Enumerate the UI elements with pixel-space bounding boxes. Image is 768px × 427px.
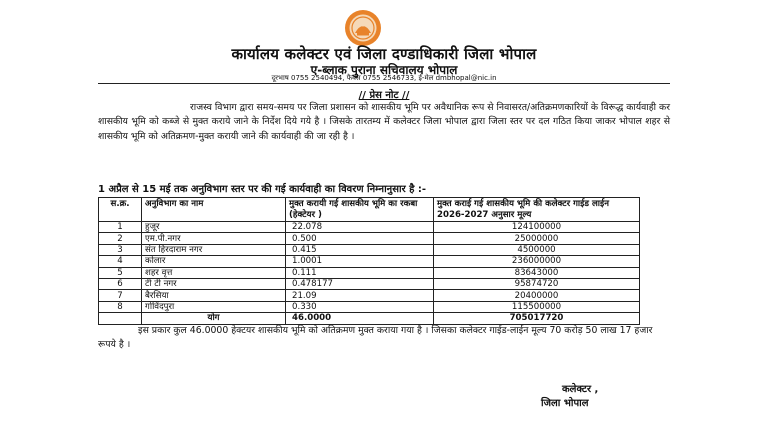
table-lead-text: 1 अप्रैल से 15 मई तक अनुविभाग स्तर पर की गई कार्यवाही का विवरण निम्नानुसार है :- [98, 184, 427, 195]
signature-district: जिला भोपाल [541, 398, 589, 409]
cell-area: 0.415 [286, 244, 434, 255]
cell-total-area: 46.0000 [286, 313, 434, 324]
closing-paragraph [98, 324, 670, 352]
table-header-row [99, 198, 640, 222]
cell-sno: 1 [99, 222, 142, 233]
header-subdivision: अनुविभाग का नाम [142, 198, 286, 222]
cell-total-label: योग [142, 313, 286, 324]
press-note-heading: // प्रेस नोट // [358, 90, 410, 101]
cell-sno: 2 [99, 233, 142, 244]
intro-paragraph [98, 101, 670, 144]
cell-sno: 8 [99, 301, 142, 312]
cell-sno: 3 [99, 244, 142, 255]
closing-text: इस प्रकार कुल 46.0000 हेक्टयर शासकीय भूमि को अतिक्रमण मुक्त कराया गया है । जिसका कलेक्टर गाईड-लाईन मूल्य 70 करोड़ 50 लाख 17 हजार रूपये है । [98, 325, 653, 350]
header-serial: स.क्र. [99, 198, 142, 222]
cell-sno: 5 [99, 267, 142, 278]
cell-area: 0.111 [286, 267, 434, 278]
table-row [99, 244, 640, 255]
table-row [99, 290, 640, 301]
table-row [99, 278, 640, 289]
cell-value: 25000000 [434, 233, 640, 244]
cell-area: 21.09 [286, 290, 434, 301]
table-row [99, 233, 640, 244]
cell-area: 0.478177 [286, 278, 434, 289]
contact-line: दूरभाष 0755 2540494, फैक्स 0755 2546733, ई-मेल dmbhopal@nic.in [271, 74, 497, 82]
cell-sno: 7 [99, 290, 142, 301]
cell-name: एम.पी.नगर [142, 233, 286, 244]
table-row [99, 267, 640, 278]
cell-sno: 4 [99, 256, 142, 267]
cell-value: 95874720 [434, 278, 640, 289]
intro-text: राजस्व विभाग द्वारा समय-समय पर जिला प्रशासन को शासकीय भूमि पर अवैधानिक रूप से निवासरत/अतिक्रमणकारियों के विरूद्ध कार्यवाही कर शासकीय भूमि को कब्जे से मुक्त कराये जाने के निर्देश दिये गये है । जिसके तारतम्य में कलेक्टर जिला भोपाल द्वारा जिला स्तर पर दल गठित किया जाकर भोपाल शहर से शासकीय भूमि को अतिक्रमण-मुक्त करायी जाने की कार्यवाही की जा रही है । [98, 102, 670, 142]
cell-value: 236000000 [434, 256, 640, 267]
cell-name: संत हिरदाराम नगर [142, 244, 286, 255]
header-area: मुक्त करायी गई शासकीय भूमि का रकबा (हेक्टेयर ) [286, 198, 434, 222]
cell-name: टी टी नगर [142, 278, 286, 289]
table-row [99, 256, 640, 267]
table-row [99, 222, 640, 233]
cell-value: 20400000 [434, 290, 640, 301]
mp-government-emblem [341, 8, 385, 48]
cell-area: 22.078 [286, 222, 434, 233]
cell-empty [99, 313, 142, 324]
cell-value: 124100000 [434, 222, 640, 233]
office-title: कार्यालय कलेक्टर एवं जिला दण्डाधिकारी जिला भोपाल [231, 45, 537, 63]
header-value: मुक्त कराई गई शासकीय भूमि की कलेक्टर गाईड लाईन 2026-2027 अनुसार मूल्य [434, 198, 640, 222]
header-divider [98, 83, 670, 84]
office-address: ए-ब्लाक पुराना सचिवालय भोपाल [310, 63, 458, 77]
table-row [99, 301, 640, 312]
cell-value: 115500000 [434, 301, 640, 312]
cell-area: 0.500 [286, 233, 434, 244]
cell-name: कोलार [142, 256, 286, 267]
cell-value: 83643000 [434, 267, 640, 278]
cell-name: शहर वृत्त [142, 267, 286, 278]
cell-value: 4500000 [434, 244, 640, 255]
cell-sno: 6 [99, 278, 142, 289]
cell-area: 1.0001 [286, 256, 434, 267]
cell-area: 0.330 [286, 301, 434, 312]
action-details-table [98, 197, 640, 325]
cell-total-value: 705017720 [434, 313, 640, 324]
signature-designation: कलेक्टर , [562, 384, 599, 395]
cell-name: बैरसिया [142, 290, 286, 301]
cell-name: गोविंदपुरा [142, 301, 286, 312]
cell-name: हुजूर [142, 222, 286, 233]
table-total-row [99, 313, 640, 324]
